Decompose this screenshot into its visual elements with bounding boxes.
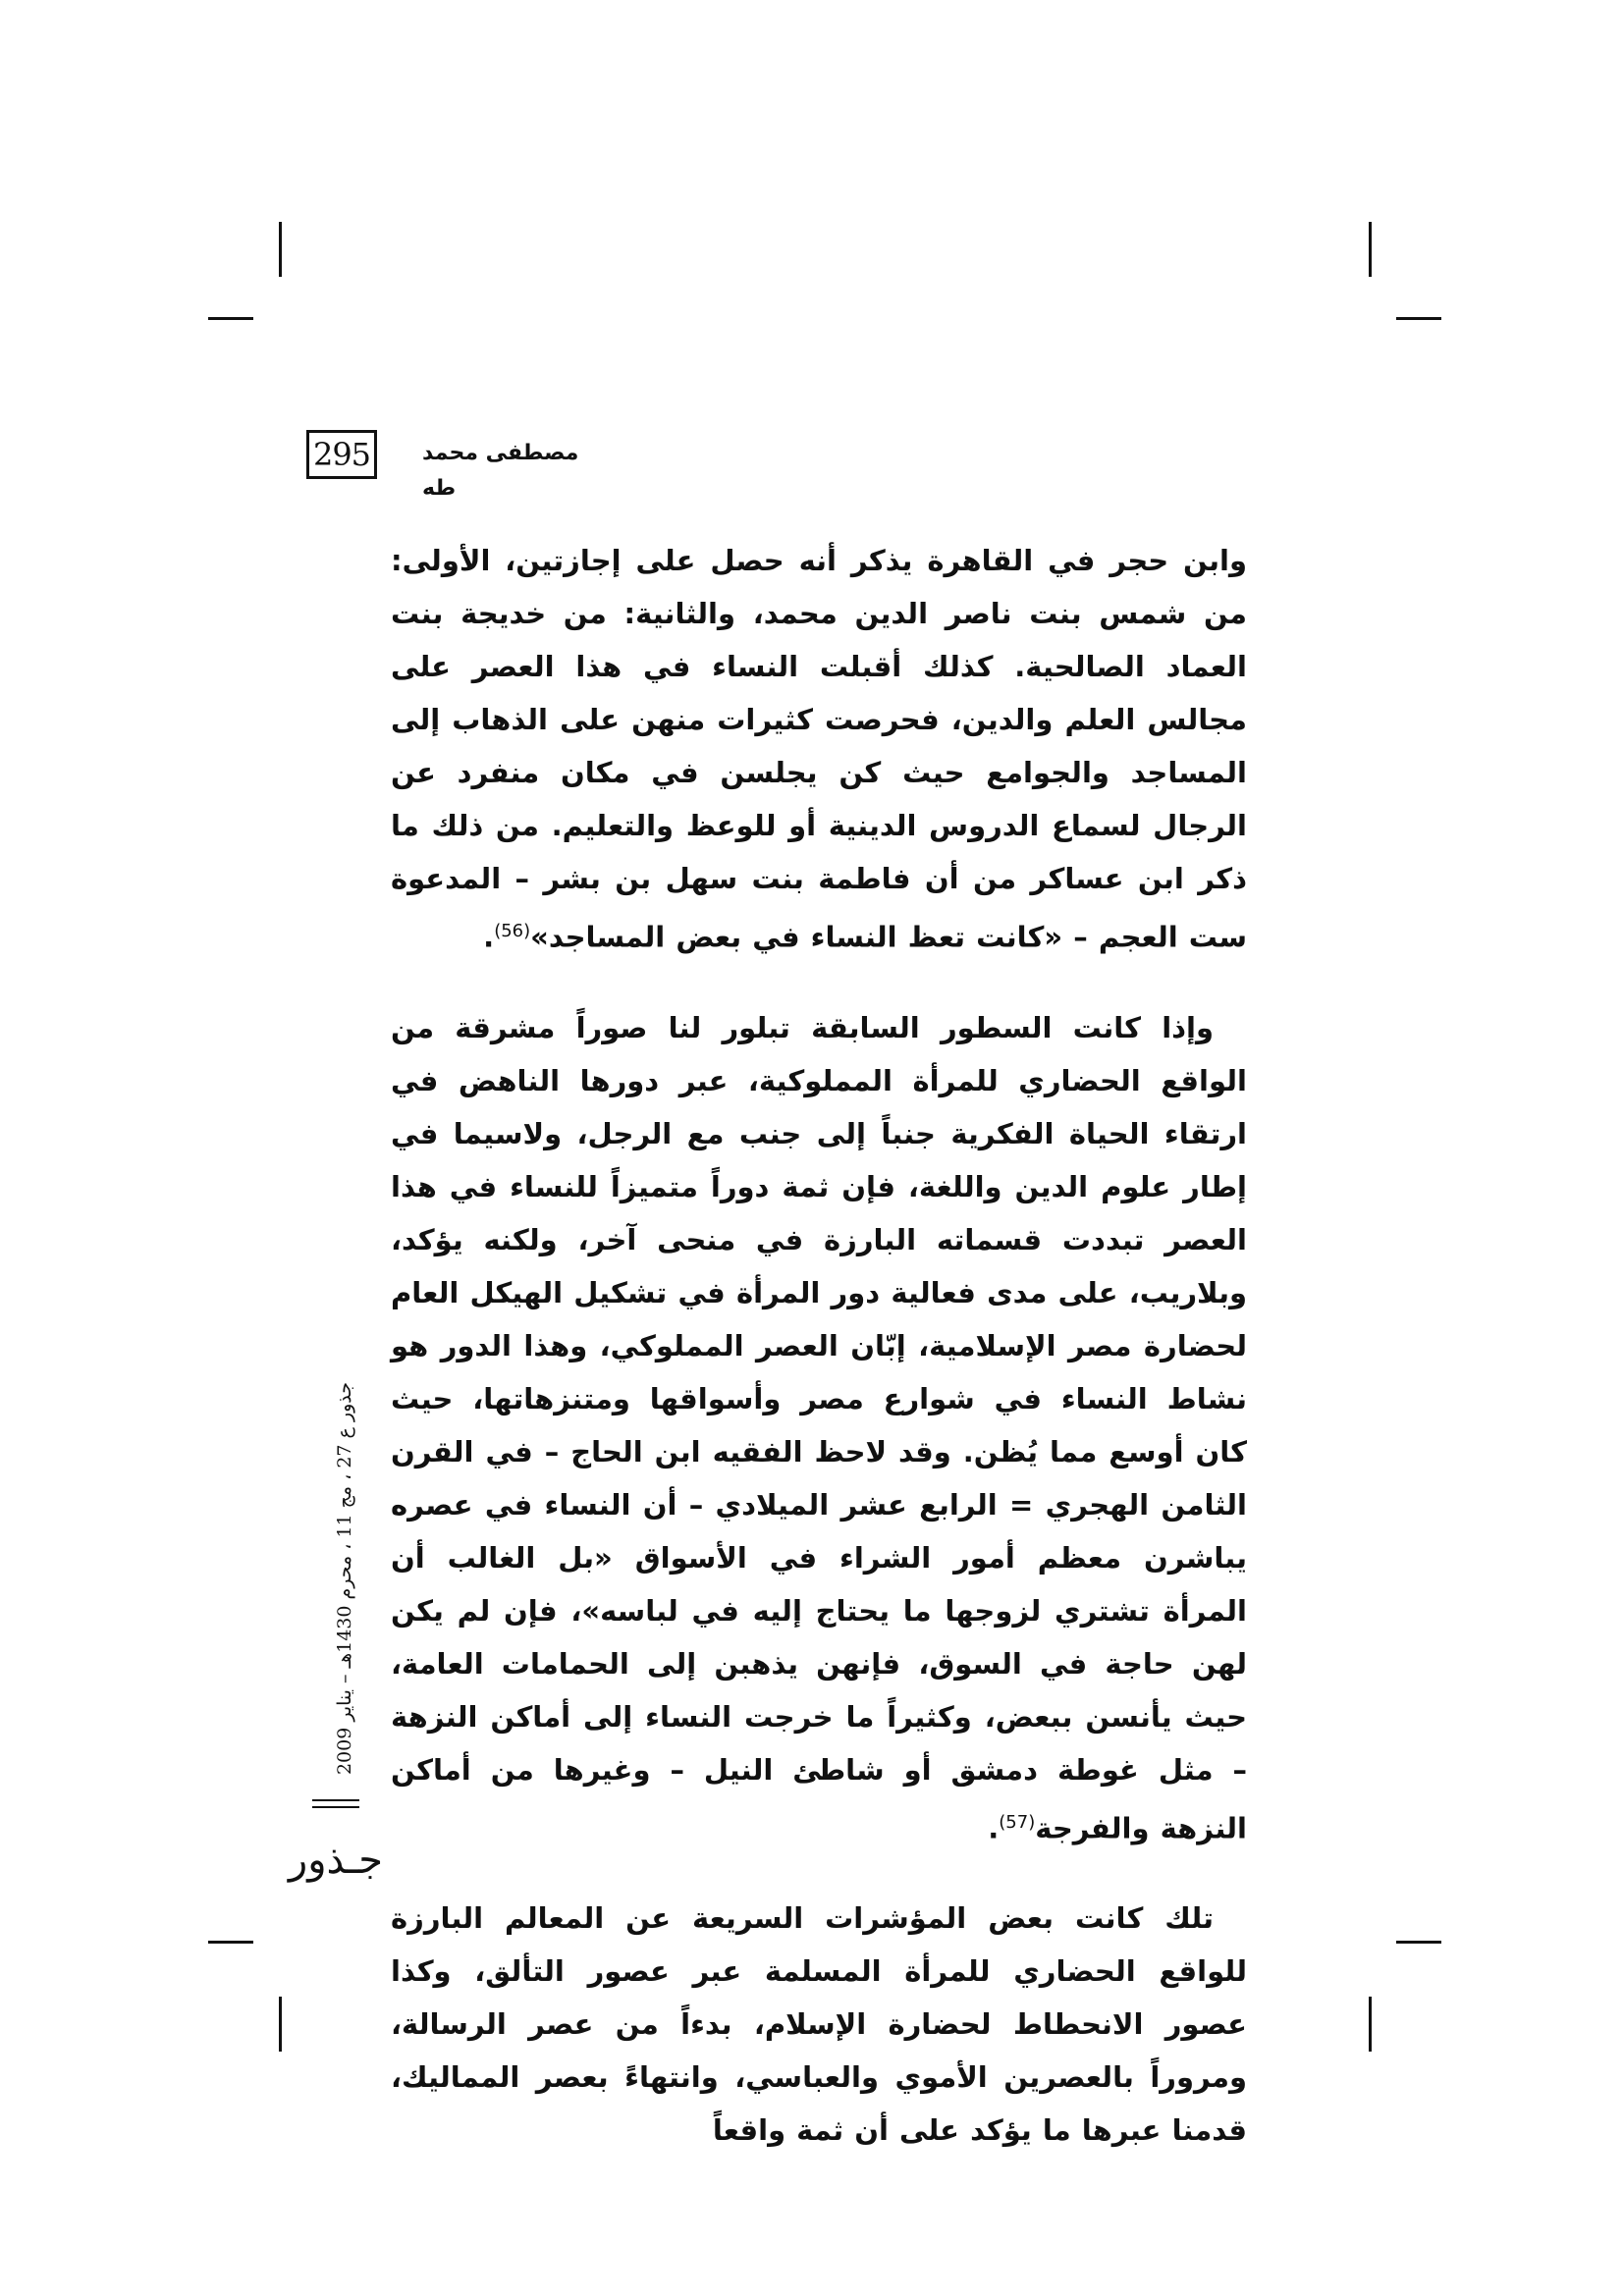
page-number: 295 (306, 430, 377, 479)
crop-mark-bottom-left-horizontal (208, 1941, 253, 1944)
divider (312, 1806, 359, 1808)
paragraph-end: . (988, 1811, 1000, 1845)
side-running-header (330, 1372, 359, 1785)
footnote-reference[interactable]: (57) (999, 1811, 1036, 1833)
footnote-reference[interactable]: (56) (494, 921, 531, 941)
paragraph-text: وابن حجر في القاهرة يذكر أنه حصل على إجازتين، الأولى: من شمس بنت ناصر الدين محمد، والثانية: من خديجة بنت العماد الصالحية. كذلك أقبلت النساء في هذا العصر على مجالس العلم والدين، فحرصت كثيرات منهن على الذهاب إلى المساجد والجوامع حيث كن يجلسن في مكان منفرد عن الرجال لسماع الدروس الدينية أو للوعظ والتعليم. من ذلك ما ذكر ابن عساكر من أن فاطمة بنت سهل بن بشر – المدعوة ست العجم – «كانت تعظ النساء في بعض المساجد» (391, 544, 1247, 954)
journal-logo: جـذور (288, 1838, 383, 1883)
author-name: مصطفى محمد طه (422, 441, 579, 501)
paragraph (391, 1001, 1247, 1855)
article-body (391, 534, 1247, 2157)
crop-mark-top-right-horizontal (1396, 317, 1441, 320)
journal-issue-caption: جذور ع 27 ، مج 11 ، محرم 1430هـ – يناير 2009 (334, 1381, 355, 1776)
crop-mark-bottom-right-horizontal (1396, 1941, 1441, 1944)
crop-mark-bottom-left-vertical (279, 1997, 282, 2052)
crop-mark-bottom-right-vertical (1369, 1997, 1372, 2052)
paragraph-text: تلك كانت بعض المؤشرات السريعة عن المعالم البارزة للواقع الحضاري للمرأة المسلمة عبر عصور التألق، وكذا عصور الانحطاط لحضارة الإسلام، بدءاً من عصر الرسالة، ومروراً بالعصرين الأموي والعباسي، وانتهاءً بعصر المماليك، قدمنا عبرها ما يؤكد على أن ثمة واقعاً (391, 1901, 1247, 2148)
paragraph-text: وإذا كانت السطور السابقة تبلور لنا صوراً مشرقة من الواقع الحضاري للمرأة المملوكية، عبر دورها الناهض في ارتقاء الحياة الفكرية جنباً إلى جنب مع الرجل، ولاسيما في إطار علوم الدين واللغة، فإن ثمة دوراً متميزاً للنساء في هذا العصر تبددت قسماته البارزة في منحى آخر، ولكنه يؤكد، وبلاريب، على مدى فعالية دور المرأة في تشكيل الهيكل العام لحضارة مصر الإسلامية، إبّان العصر المملوكي، وهذا الدور هو نشاط النساء في شوارع مصر وأسواقها ومتنزهاتها، حيث كان أوسع مما يُظن. وقد لاحظ الفقيه ابن الحاج – في القرن الثامن الهجري = الرابع عشر الميلادي – أن النساء في عصره يباشرن معظم أمور الشراء في الأسواق «بل الغالب أن المرأة تشتري لزوجها ما يحتاج إليه في لباسه»، فإن لم يكن لهن حاجة في السوق، فإنهن يذهبن إلى الحمامات العامة، حيث يأنسن ببعض، وكثيراً ما خرجت النساء إلى أماكن النزهة – مثل غوطة دمشق أو شاطئ النيل – وغيرها من أماكن النزهة والفرجة (391, 1010, 1247, 1845)
paragraph (391, 1892, 1247, 2157)
divider (312, 1799, 359, 1801)
paragraph (391, 534, 1247, 964)
crop-mark-top-left-horizontal (208, 317, 253, 320)
paragraph-end: . (483, 920, 495, 954)
crop-mark-top-left-vertical (279, 222, 282, 277)
crop-mark-top-right-vertical (1369, 222, 1372, 277)
